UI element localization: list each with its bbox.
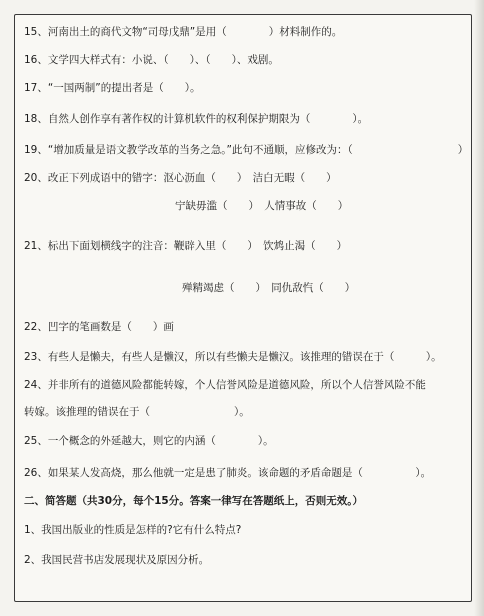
question-22: 22、凹字的笔画数是（ ）画 bbox=[24, 321, 174, 333]
section-heading-short-answer: 二、简答题（共30分，每个15分。答案一律写在答题纸上，否则无效。） bbox=[24, 495, 363, 507]
question-20: 20、改正下列成语中的错字：沤心沥血（ ） 洁白无暇（ ） bbox=[24, 172, 337, 184]
question-17: 17、“一国两制”的提出者是（ ）。 bbox=[24, 82, 201, 94]
question-25: 25、一个概念的外延越大，则它的内涵（ ）。 bbox=[24, 435, 274, 447]
short-answer-question-1: 1、我国出版业的性质是怎样的?它有什么特点? bbox=[24, 524, 242, 536]
question-21-continued: 殚精竭虑（ ） 同仇敌忾（ ） bbox=[182, 282, 356, 294]
question-24-continued: 转嫁。该推理的错误在于（ ）。 bbox=[24, 406, 250, 418]
exam-paper-border bbox=[14, 14, 472, 602]
question-21: 21、标出下面划横线字的注音：鞭辟入里（ ） 饮鸩止渴（ ） bbox=[24, 240, 348, 252]
question-19: 19、“增加质量是语文教学改革的当务之急。”此句不通顺，应修改为：（ ） bbox=[24, 144, 469, 156]
question-16: 16、文学四大样式有：小说、（ ）、（ ）、戏剧。 bbox=[24, 54, 279, 66]
page-edge-shadow bbox=[474, 0, 484, 616]
question-23: 23、有些人是懒夫，有些人是懒汉，所以有些懒夫是懒汉。该推理的错误在于（ ）。 bbox=[24, 351, 442, 363]
question-18: 18、自然人创作享有著作权的计算机软件的权利保护期限为（ ）。 bbox=[24, 113, 369, 125]
short-answer-question-2: 2、我国民营书店发展现状及原因分析。 bbox=[24, 554, 210, 566]
question-24: 24、并非所有的道德风险都能转嫁，个人信誉风险是道德风险，所以个人信誉风险不能 bbox=[24, 379, 426, 391]
question-20-continued: 宁缺毋滥（ ） 人情事故（ ） bbox=[175, 200, 349, 212]
question-15: 15、河南出土的商代文物“司母戊鼎”是用（ ）材料制作的。 bbox=[24, 26, 343, 38]
question-26: 26、如果某人发高烧，那么他就一定是患了肺炎。该命题的矛盾命题是（ ）。 bbox=[24, 467, 432, 479]
